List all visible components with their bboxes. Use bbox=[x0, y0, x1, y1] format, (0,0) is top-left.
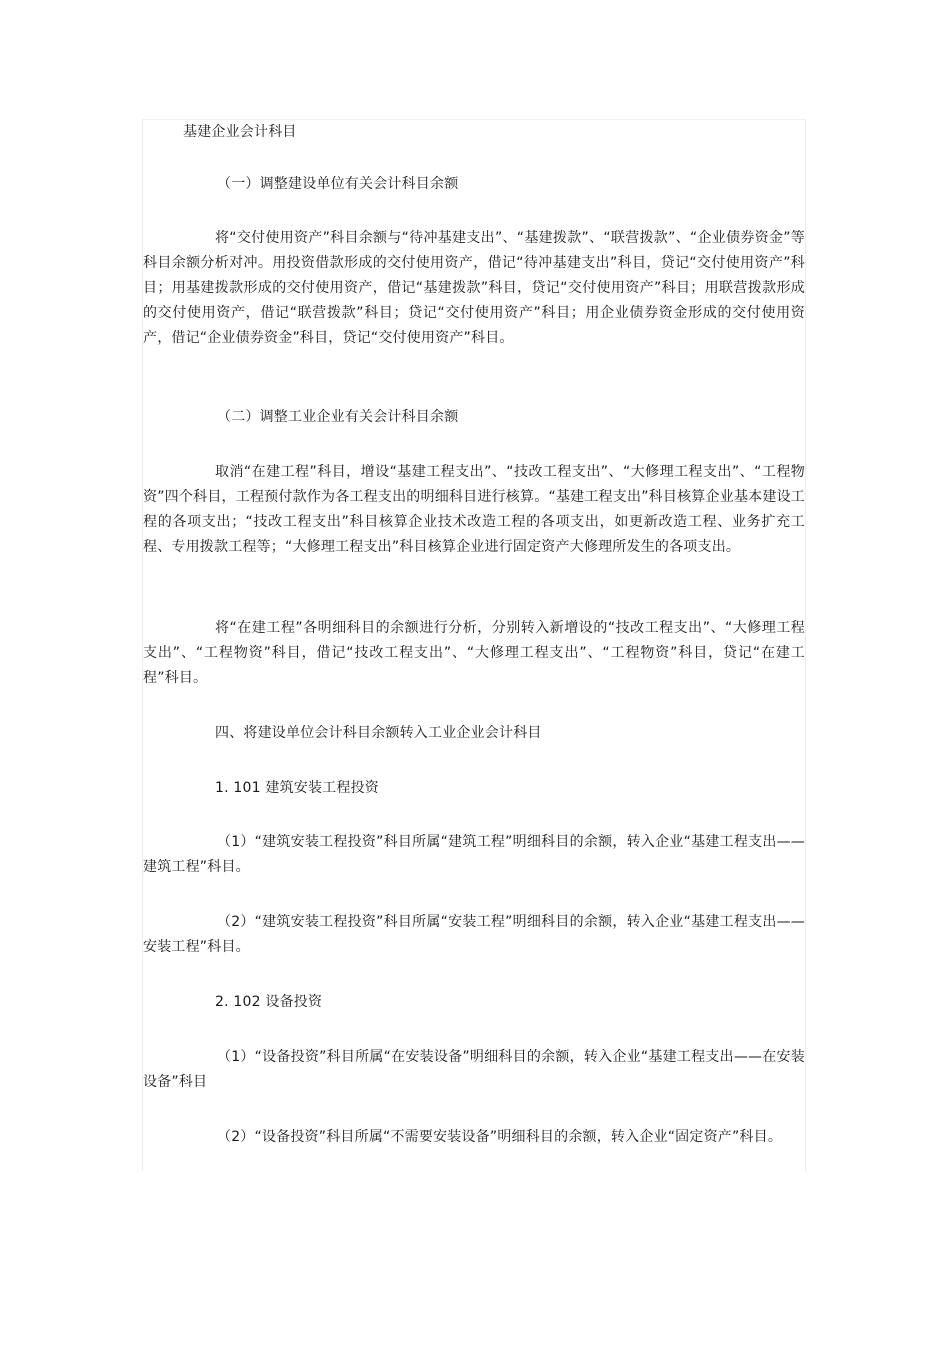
document-title: 基建企业会计科目 bbox=[183, 124, 297, 140]
paragraph-3: 将“在建工程”各明细科目的余额进行分析，分别转入新增设的“技改工程支出”、“大修理工程支出”、“工程物资”科目，借记“技改工程支出”、“大修理工程支出”、“工程物资”科目，贷记“在建工程”科目。 bbox=[143, 620, 805, 686]
paragraph-2: 取消“在建工程”科目，增设“基建工程支出”、“技改工程支出”、“大修理工程支出”、“工程物资”四个科目，工程预付款作为各工程支出的明细科目进行核算。“基建工程支出”科目核算企业基本建设工程的各项支出；“技改工程支出”科目核算企业技术改造工程的各项支出，如更新改造工程、业务扩充工程、专用拨款工程等；“大修理工程支出”科目核算企业进行固定资产大修理所发生的各项支出。 bbox=[143, 464, 805, 555]
item-102-sub-2: （2）“设备投资”科目所属“不需要安装设备”明细科目的余额，转入企业“固定资产”科目。 bbox=[217, 1129, 783, 1145]
item-101-sub-2: （2）“建筑安装工程投资”科目所属“安装工程”明细科目的余额，转入企业“基建工程支出——安装工程”科目。 bbox=[143, 914, 805, 955]
item-101-heading: 1. 101 建筑安装工程投资 bbox=[215, 780, 379, 796]
section-heading-1: （一）调整建设单位有关会计科目余额 bbox=[217, 176, 459, 192]
item-102-heading: 2. 102 设备投资 bbox=[215, 994, 323, 1010]
document-page bbox=[142, 119, 806, 1171]
item-101-sub-1: （1）“建筑安装工程投资”科目所属“建筑工程”明细科目的余额，转入企业“基建工程支出——建筑工程”科目。 bbox=[143, 834, 805, 875]
item-102-sub-1: （1）“设备投资”科目所属“在安装设备”明细科目的余额，转入企业“基建工程支出——在安装设备”科目 bbox=[143, 1049, 805, 1090]
section-heading-2: （二）调整工业企业有关会计科目余额 bbox=[217, 409, 459, 425]
paragraph-1: 将“交付使用资产”科目余额与“待冲基建支出”、“基建拨款”、“联营拨款”、“企业债券资金”等科目余额分析对冲。用投资借款形成的交付使用资产，借记“待冲基建支出”科目，贷记“交付使用资产”科目；用基建拨款形成的交付使用资产，借记“基建拨款”科目，贷记“交付使用资产”科目；用联营拨款形成的交付使用资产，借记“联营拨款”科目；贷记“交付使用资产”科目；用企业债券资金形成的交付使用资产，借记“企业债券资金”科目，贷记“交付使用资产”科目。 bbox=[143, 230, 805, 346]
section-heading-4: 四、将建设单位会计科目余额转入工业企业会计科目 bbox=[215, 725, 542, 741]
